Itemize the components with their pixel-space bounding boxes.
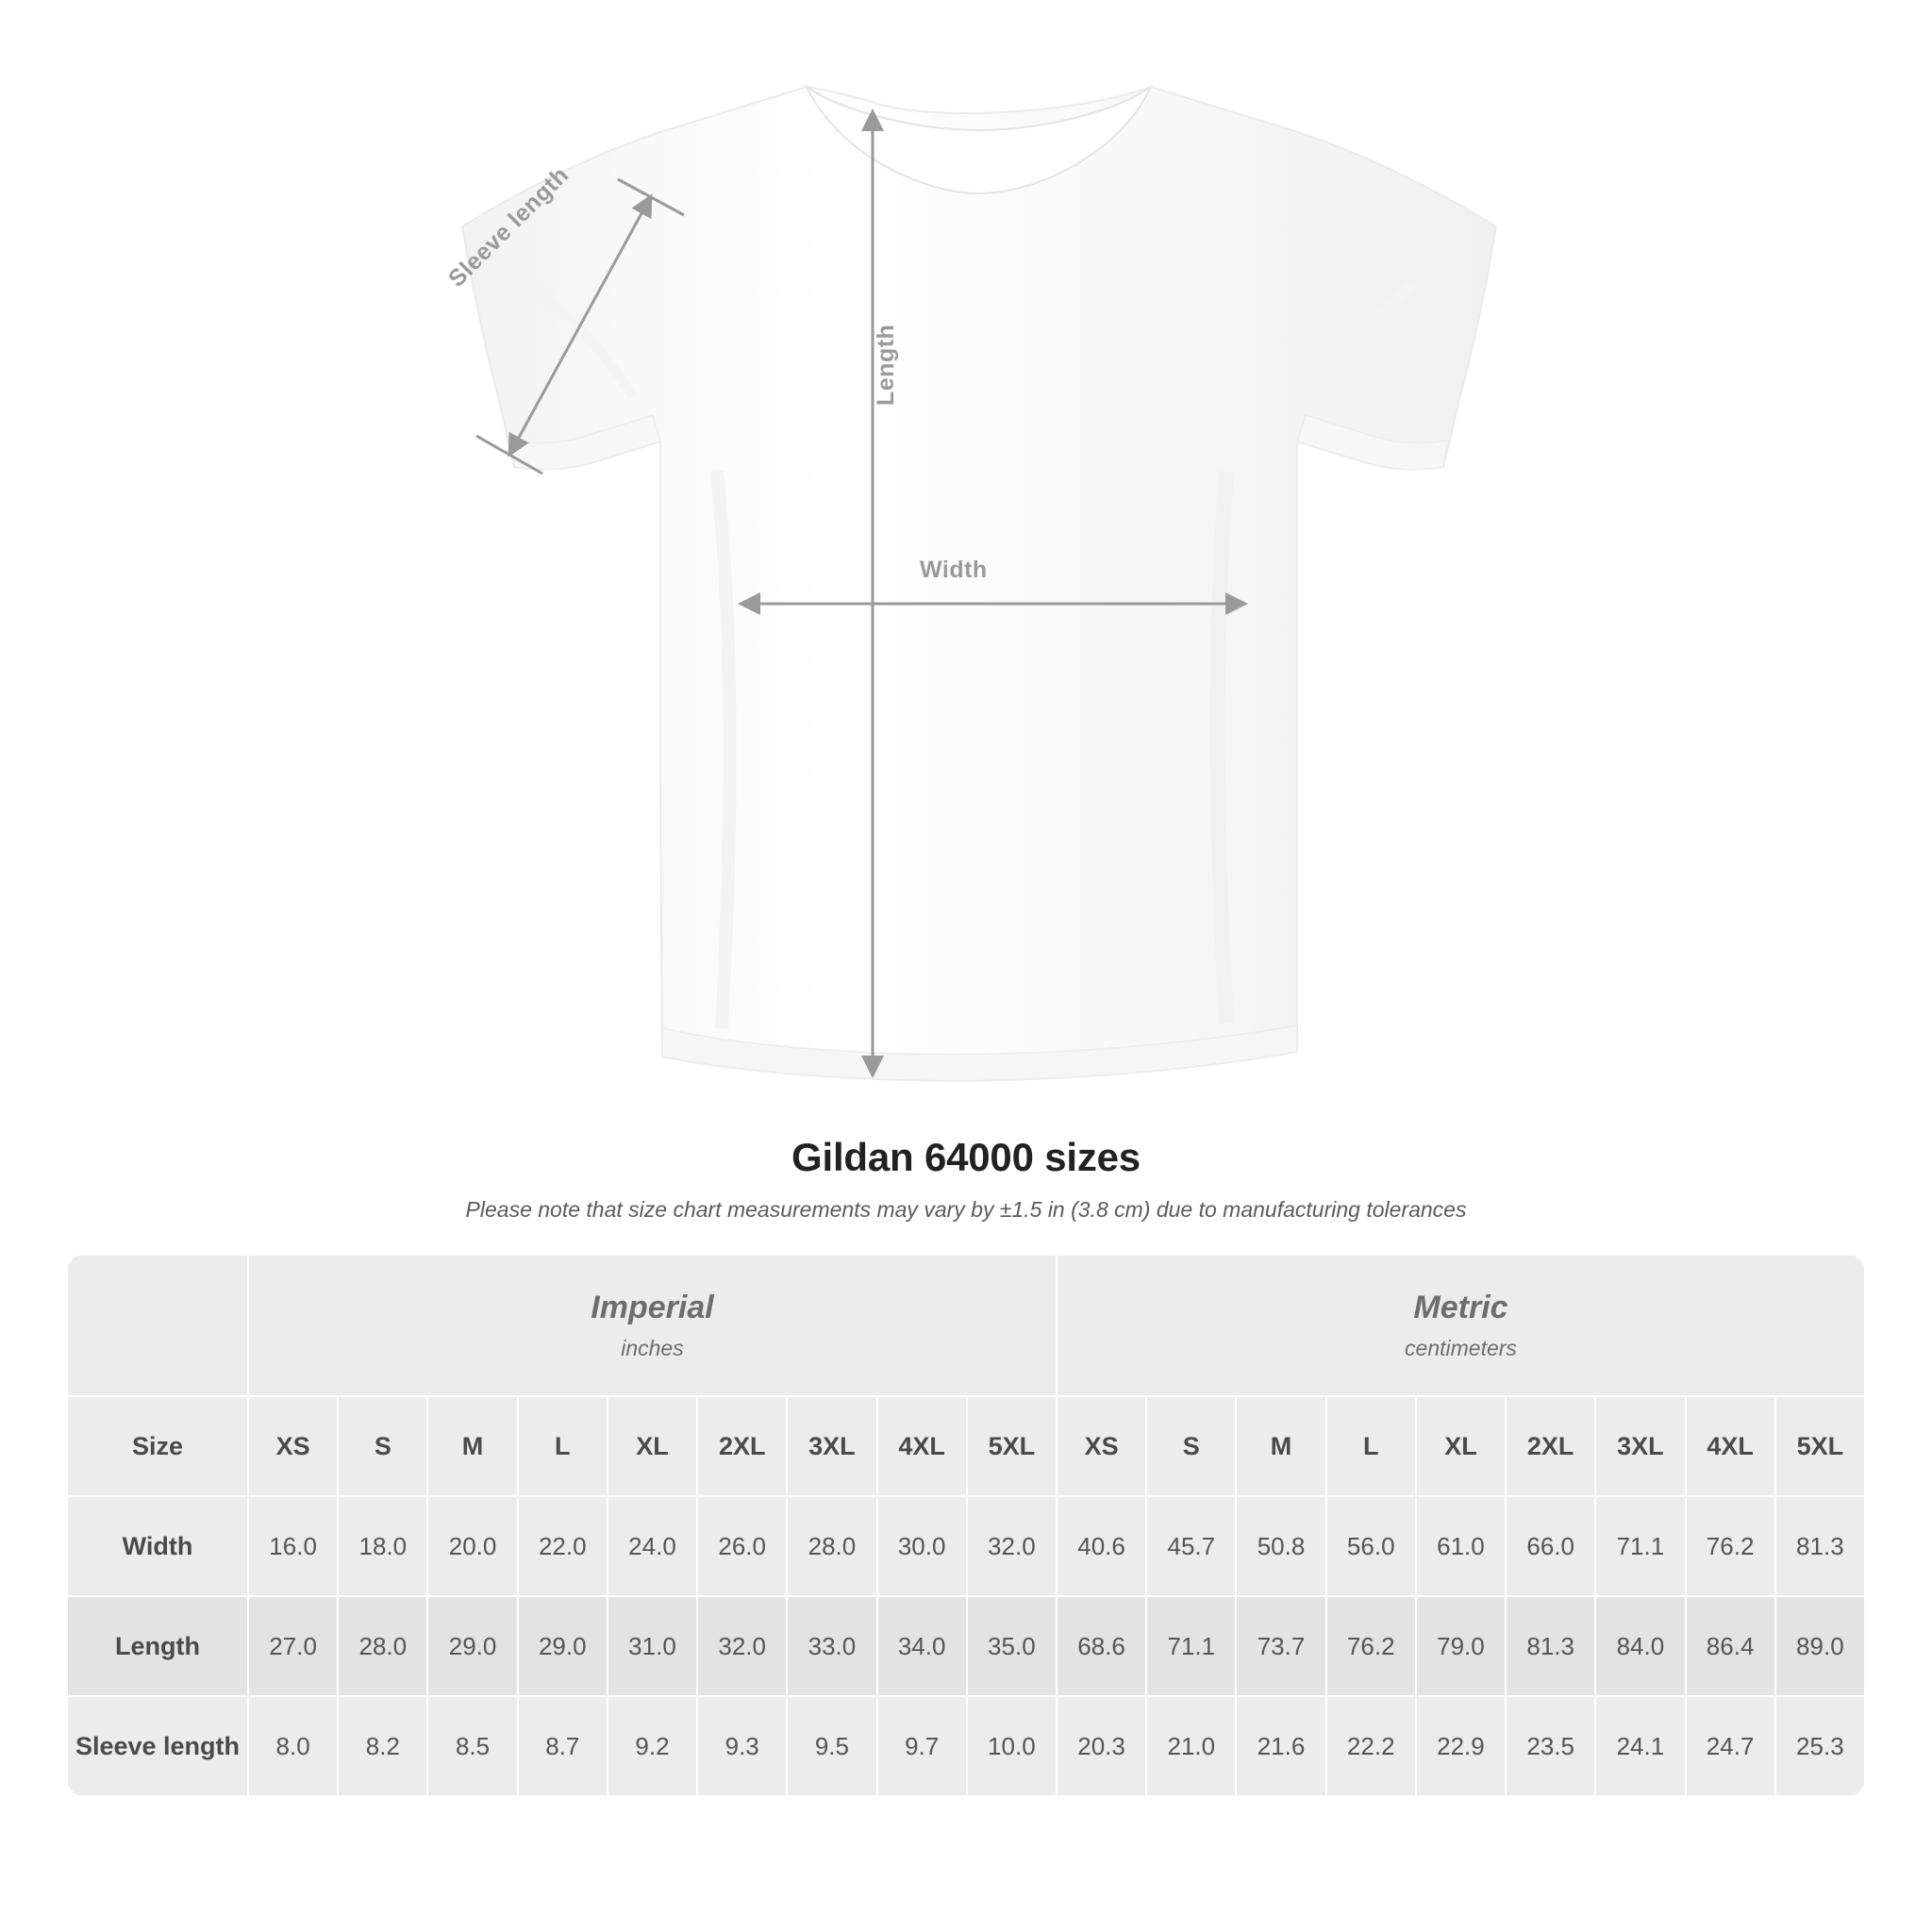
size-column-header: M (427, 1396, 517, 1496)
measurement-cell: 21.6 (1236, 1696, 1325, 1796)
title-block (0, 1135, 1932, 1223)
measurement-cell: 9.7 (877, 1696, 967, 1796)
size-header-cell: Size (67, 1396, 248, 1496)
measurement-cell: 28.0 (338, 1596, 427, 1696)
table-row (67, 1596, 1865, 1696)
measurement-cell: 24.7 (1686, 1696, 1775, 1796)
measurement-cell: 20.3 (1057, 1696, 1146, 1796)
size-column-header: M (1236, 1396, 1325, 1496)
size-column-header: S (1146, 1396, 1236, 1496)
measurement-cell: 79.0 (1416, 1596, 1506, 1696)
measurement-cell: 31.0 (608, 1596, 697, 1696)
size-column-header: XL (608, 1396, 697, 1496)
measurement-cell: 16.0 (248, 1496, 338, 1596)
measurement-cell: 76.2 (1686, 1496, 1775, 1596)
size-column-header: L (1326, 1396, 1416, 1496)
size-header-row (67, 1396, 1865, 1496)
size-column-header: 5XL (1775, 1396, 1865, 1496)
measurement-cell: 34.0 (877, 1596, 967, 1696)
size-column-header: S (338, 1396, 427, 1496)
length-label: Length (873, 324, 899, 406)
sleeve-length-label: Sleeve length (443, 161, 575, 292)
measurement-cell: 35.0 (967, 1596, 1057, 1696)
measurement-cell: 9.3 (697, 1696, 787, 1796)
measurement-cell: 8.5 (427, 1696, 517, 1796)
measurement-cell: 32.0 (967, 1496, 1057, 1596)
size-column-header: 5XL (967, 1396, 1057, 1496)
table-row (67, 1696, 1865, 1796)
size-column-header: 3XL (1595, 1396, 1685, 1496)
measurement-cell: 86.4 (1686, 1596, 1775, 1696)
measurement-cell: 66.0 (1506, 1496, 1595, 1596)
imperial-unit-header (248, 1255, 1057, 1396)
size-column-header: 4XL (877, 1396, 967, 1496)
metric-unit-header-sub: centimeters (1405, 1336, 1517, 1360)
measurement-cell: 22.2 (1326, 1696, 1416, 1796)
measurement-cell: 9.2 (608, 1696, 697, 1796)
measurement-cell: 27.0 (248, 1596, 338, 1696)
measurement-cell: 68.6 (1057, 1596, 1146, 1696)
measurement-cell: 21.0 (1146, 1696, 1236, 1796)
imperial-unit-header-title: Imperial (591, 1290, 714, 1325)
measurement-cell: 81.3 (1775, 1496, 1865, 1596)
row-label-cell: Length (67, 1596, 248, 1696)
measurement-cell: 24.1 (1595, 1696, 1685, 1796)
measurement-cell: 81.3 (1506, 1596, 1595, 1696)
measurement-cell: 20.0 (427, 1496, 517, 1596)
measurement-cell: 23.5 (1506, 1696, 1595, 1796)
size-column-header: XS (248, 1396, 338, 1496)
measurement-cell: 8.2 (338, 1696, 427, 1796)
measurement-cell: 32.0 (697, 1596, 787, 1696)
measurement-cell: 24.0 (608, 1496, 697, 1596)
metric-unit-header-title: Metric (1413, 1290, 1508, 1325)
imperial-unit-header-sub: inches (621, 1336, 684, 1360)
metric-unit-header (1057, 1255, 1865, 1396)
row-label-cell: Width (67, 1496, 248, 1596)
measurement-cell: 22.0 (518, 1496, 608, 1596)
measurement-cell: 76.2 (1326, 1596, 1416, 1696)
measurement-cell: 61.0 (1416, 1496, 1506, 1596)
measurement-cell: 8.7 (518, 1696, 608, 1796)
measurement-cell: 71.1 (1595, 1496, 1685, 1596)
size-chart-table (66, 1254, 1866, 1797)
page-title: Gildan 64000 sizes (791, 1135, 1141, 1179)
measurement-cell: 33.0 (787, 1596, 876, 1696)
measurement-cell: 29.0 (427, 1596, 517, 1696)
measurement-cell: 71.1 (1146, 1596, 1236, 1696)
measurement-cell: 29.0 (518, 1596, 608, 1696)
measurement-cell: 22.9 (1416, 1696, 1506, 1796)
measurement-cell: 8.0 (248, 1696, 338, 1796)
table-corner-cell (67, 1255, 248, 1396)
tolerance-note: Please note that size chart measurements may vary by ±1.5 in (3.8 cm) due to manufacturing tolerances (465, 1197, 1467, 1222)
size-column-header: 4XL (1686, 1396, 1775, 1496)
size-column-header: XS (1057, 1396, 1146, 1496)
measurement-cell: 89.0 (1775, 1596, 1865, 1696)
size-column-header: 2XL (697, 1396, 787, 1496)
width-label: Width (920, 557, 988, 583)
table-row (67, 1496, 1865, 1596)
measurement-cell: 26.0 (697, 1496, 787, 1596)
measurement-cell: 18.0 (338, 1496, 427, 1596)
measurement-cell: 9.5 (787, 1696, 876, 1796)
measurement-cell: 84.0 (1595, 1596, 1685, 1696)
row-label-cell: Sleeve length (67, 1696, 248, 1796)
size-column-header: 3XL (787, 1396, 876, 1496)
measurement-cell: 40.6 (1057, 1496, 1146, 1596)
unit-header-row (67, 1255, 1865, 1396)
size-column-header: 2XL (1506, 1396, 1595, 1496)
measurement-cell: 56.0 (1326, 1496, 1416, 1596)
measurement-cell: 10.0 (967, 1696, 1057, 1796)
measurement-cell: 50.8 (1236, 1496, 1325, 1596)
measurement-cell: 28.0 (787, 1496, 876, 1596)
size-column-header: XL (1416, 1396, 1506, 1496)
size-chart-table-wrap (66, 1254, 1866, 1797)
measurement-cell: 30.0 (877, 1496, 967, 1596)
measurement-cell: 25.3 (1775, 1696, 1865, 1796)
size-column-header: L (518, 1396, 608, 1496)
measurement-cell: 73.7 (1236, 1596, 1325, 1696)
measurement-cell: 45.7 (1146, 1496, 1236, 1596)
